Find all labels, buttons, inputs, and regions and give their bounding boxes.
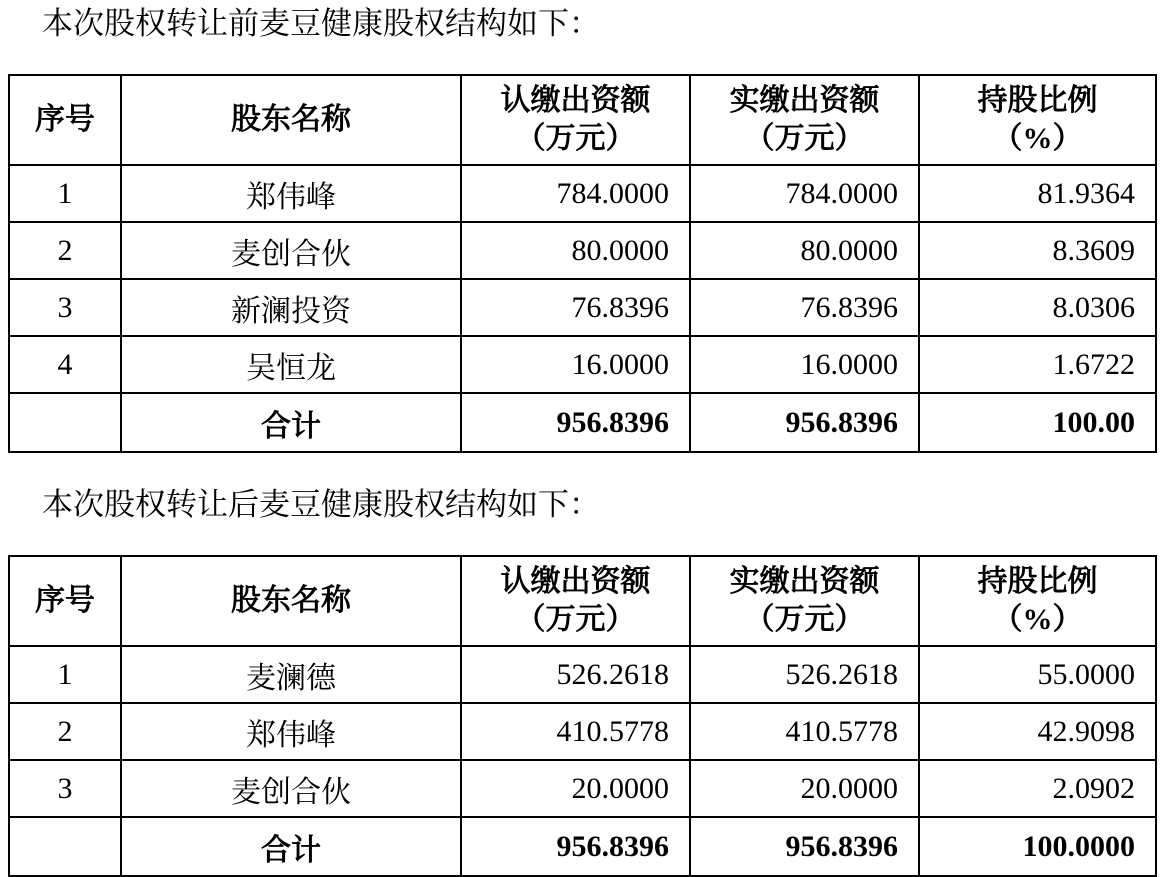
intro-paragraph-after-transfer: 本次股权转让后麦豆健康股权结构如下： bbox=[42, 487, 600, 522]
table-header-row bbox=[9, 75, 1156, 165]
cell-shareholder-name: 郑伟峰 bbox=[121, 165, 461, 222]
cell-shareholder-name: 吴恒龙 bbox=[121, 336, 461, 393]
table-row bbox=[9, 336, 1156, 393]
header-line-1: 实缴出资额 bbox=[729, 84, 880, 117]
cell-shareholding-ratio: 1.6722 bbox=[919, 336, 1156, 393]
table-header-row bbox=[9, 556, 1156, 646]
table-row bbox=[9, 165, 1156, 222]
cell-subscribed-capital: 526.2618 bbox=[461, 646, 690, 703]
cell-serial-no: 2 bbox=[9, 703, 121, 760]
cell-serial-no: 4 bbox=[9, 336, 121, 393]
header-shareholder-name: 股东名称 bbox=[121, 556, 461, 646]
equity-table-after-transfer bbox=[8, 555, 1157, 877]
header-line-2: （万元） bbox=[515, 122, 636, 155]
cell-serial-no: 1 bbox=[9, 646, 121, 703]
cell-subscribed-capital: 16.0000 bbox=[461, 336, 690, 393]
table-row bbox=[9, 703, 1156, 760]
header-line-2: （万元） bbox=[744, 603, 865, 636]
header-serial-no: 序号 bbox=[9, 75, 121, 165]
cell-total-label: 合计 bbox=[121, 393, 461, 452]
header-paid-in-capital bbox=[690, 75, 919, 165]
table-total-row bbox=[9, 817, 1156, 876]
cell-paid-in-capital: 20.0000 bbox=[690, 760, 919, 817]
header-line-1: 认缴出资额 bbox=[500, 84, 651, 117]
header-shareholder-name: 股东名称 bbox=[121, 75, 461, 165]
cell-serial-no: 3 bbox=[9, 279, 121, 336]
cell-shareholder-name: 麦澜德 bbox=[121, 646, 461, 703]
header-line-1: 持股比例 bbox=[977, 84, 1098, 117]
cell-total-subscribed: 956.8396 bbox=[461, 393, 690, 452]
cell-serial-no-empty bbox=[9, 393, 121, 452]
cell-shareholding-ratio: 8.0306 bbox=[919, 279, 1156, 336]
cell-shareholding-ratio: 2.0902 bbox=[919, 760, 1156, 817]
cell-total-label: 合计 bbox=[121, 817, 461, 876]
cell-subscribed-capital: 20.0000 bbox=[461, 760, 690, 817]
header-paid-in-capital bbox=[690, 556, 919, 646]
cell-shareholding-ratio: 8.3609 bbox=[919, 222, 1156, 279]
cell-total-ratio: 100.00 bbox=[919, 393, 1156, 452]
cell-subscribed-capital: 80.0000 bbox=[461, 222, 690, 279]
header-subscribed-capital bbox=[461, 75, 690, 165]
table-total-row bbox=[9, 393, 1156, 452]
cell-shareholder-name: 麦创合伙 bbox=[121, 760, 461, 817]
table-row bbox=[9, 279, 1156, 336]
cell-subscribed-capital: 76.8396 bbox=[461, 279, 690, 336]
cell-paid-in-capital: 76.8396 bbox=[690, 279, 919, 336]
header-subscribed-capital bbox=[461, 556, 690, 646]
header-line-2: （万元） bbox=[744, 122, 865, 155]
header-shareholding-ratio bbox=[919, 556, 1156, 646]
header-line-2: （%） bbox=[992, 122, 1083, 155]
cell-total-subscribed: 956.8396 bbox=[461, 817, 690, 876]
header-line-1: 实缴出资额 bbox=[729, 565, 880, 598]
cell-paid-in-capital: 784.0000 bbox=[690, 165, 919, 222]
cell-total-ratio: 100.0000 bbox=[919, 817, 1156, 876]
cell-shareholding-ratio: 42.9098 bbox=[919, 703, 1156, 760]
cell-serial-no: 1 bbox=[9, 165, 121, 222]
cell-serial-no: 3 bbox=[9, 760, 121, 817]
cell-paid-in-capital: 16.0000 bbox=[690, 336, 919, 393]
header-serial-no: 序号 bbox=[9, 556, 121, 646]
intro-paragraph-before-transfer: 本次股权转让前麦豆健康股权结构如下： bbox=[42, 6, 600, 41]
cell-serial-no-empty bbox=[9, 817, 121, 876]
cell-serial-no: 2 bbox=[9, 222, 121, 279]
table-row bbox=[9, 646, 1156, 703]
table-row bbox=[9, 222, 1156, 279]
header-line-2: （%） bbox=[992, 603, 1083, 636]
cell-shareholding-ratio: 55.0000 bbox=[919, 646, 1156, 703]
cell-paid-in-capital: 80.0000 bbox=[690, 222, 919, 279]
header-shareholding-ratio bbox=[919, 75, 1156, 165]
cell-total-paid: 956.8396 bbox=[690, 393, 919, 452]
cell-shareholding-ratio: 81.9364 bbox=[919, 165, 1156, 222]
cell-paid-in-capital: 410.5778 bbox=[690, 703, 919, 760]
cell-shareholder-name: 郑伟峰 bbox=[121, 703, 461, 760]
header-line-2: （万元） bbox=[515, 603, 636, 636]
equity-table-before-transfer bbox=[8, 74, 1157, 453]
cell-paid-in-capital: 526.2618 bbox=[690, 646, 919, 703]
cell-subscribed-capital: 410.5778 bbox=[461, 703, 690, 760]
header-line-1: 持股比例 bbox=[977, 565, 1098, 598]
cell-shareholder-name: 新澜投资 bbox=[121, 279, 461, 336]
header-line-1: 认缴出资额 bbox=[500, 565, 651, 598]
table-row bbox=[9, 760, 1156, 817]
cell-total-paid: 956.8396 bbox=[690, 817, 919, 876]
cell-subscribed-capital: 784.0000 bbox=[461, 165, 690, 222]
cell-shareholder-name: 麦创合伙 bbox=[121, 222, 461, 279]
